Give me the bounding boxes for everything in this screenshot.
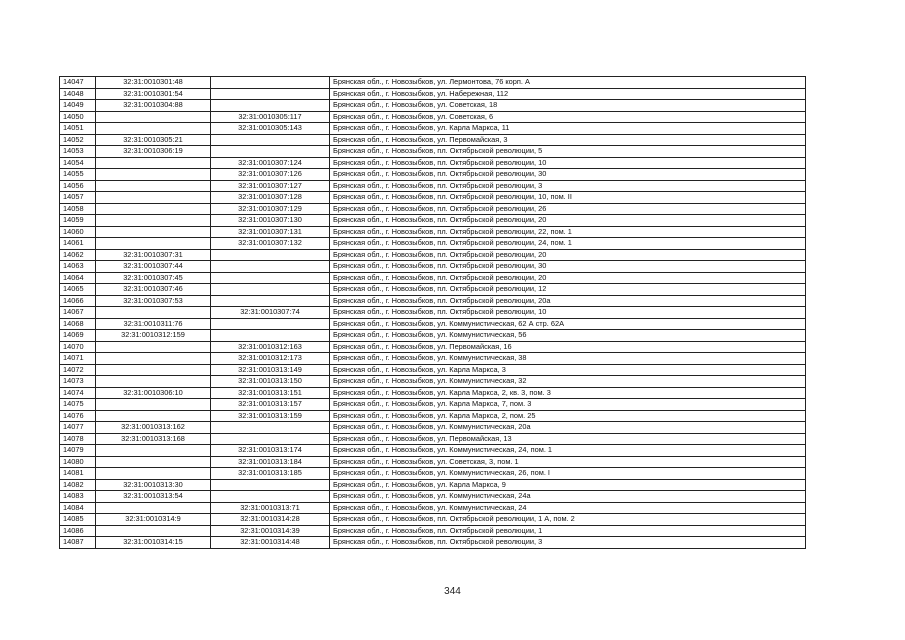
cadastral-number-2-cell: 32:31:0010307:74: [211, 307, 330, 319]
cadastral-number-2-cell: [211, 77, 330, 89]
table-row: [60, 422, 806, 434]
row-number-cell: 14074: [60, 387, 96, 399]
cadastral-number-cell: [96, 445, 211, 457]
row-number-cell: 14055: [60, 169, 96, 181]
cadastral-number-2-cell: 32:31:0010312:173: [211, 353, 330, 365]
row-number-cell: 14059: [60, 215, 96, 227]
cadastral-number-2-cell: [211, 284, 330, 296]
row-number-cell: 14083: [60, 491, 96, 503]
row-number-cell: 14086: [60, 525, 96, 537]
address-cell: Брянская обл., г. Новозыбков, пл. Октябрьской революции, 26: [330, 203, 806, 215]
row-number-cell: 14077: [60, 422, 96, 434]
cadastral-number-2-cell: [211, 433, 330, 445]
row-number-cell: 14067: [60, 307, 96, 319]
cadastral-number-2-cell: [211, 318, 330, 330]
table-row: [60, 445, 806, 457]
row-number-cell: 14085: [60, 514, 96, 526]
cadastral-number-2-cell: 32:31:0010314:28: [211, 514, 330, 526]
address-cell: Брянская обл., г. Новозыбков, пл. Октябрьской революции, 5: [330, 146, 806, 158]
table-row: [60, 364, 806, 376]
row-number-cell: 14050: [60, 111, 96, 123]
cadastral-number-cell: 32:31:0010313:30: [96, 479, 211, 491]
table-row: [60, 88, 806, 100]
cadastral-number-2-cell: [211, 330, 330, 342]
address-cell: Брянская обл., г. Новозыбков, ул. Коммунистическая, 24а: [330, 491, 806, 503]
cadastral-number-2-cell: 32:31:0010313:149: [211, 364, 330, 376]
row-number-cell: 14079: [60, 445, 96, 457]
table-row: [60, 192, 806, 204]
row-number-cell: 14076: [60, 410, 96, 422]
row-number-cell: 14080: [60, 456, 96, 468]
table-row: [60, 169, 806, 181]
row-number-cell: 14072: [60, 364, 96, 376]
address-cell: Брянская обл., г. Новозыбков, ул. Карла Маркса, 2, кв. 3, пом. 3: [330, 387, 806, 399]
cadastral-number-2-cell: [211, 146, 330, 158]
address-cell: Брянская обл., г. Новозыбков, пл. Октябрьской революции, 3: [330, 180, 806, 192]
table-row: [60, 100, 806, 112]
cadastral-number-2-cell: 32:31:0010307:128: [211, 192, 330, 204]
cadastral-number-cell: [96, 364, 211, 376]
cadastral-number-cell: 32:31:0010307:46: [96, 284, 211, 296]
cadastral-number-cell: 32:31:0010313:162: [96, 422, 211, 434]
table-row: [60, 537, 806, 549]
address-cell: Брянская обл., г. Новозыбков, ул. Карла Маркса, 9: [330, 479, 806, 491]
cadastral-number-cell: 32:31:0010313:54: [96, 491, 211, 503]
address-cell: Брянская обл., г. Новозыбков, ул. Советская, 6: [330, 111, 806, 123]
table-row: [60, 410, 806, 422]
cadastral-number-2-cell: [211, 100, 330, 112]
register-table-body: [60, 77, 806, 549]
cadastral-number-cell: [96, 341, 211, 353]
row-number-cell: 14048: [60, 88, 96, 100]
cadastral-number-cell: 32:31:0010311:76: [96, 318, 211, 330]
address-cell: Брянская обл., г. Новозыбков, ул. Коммунистическая, 38: [330, 353, 806, 365]
cadastral-number-cell: [96, 180, 211, 192]
cadastral-number-cell: [96, 376, 211, 388]
row-number-cell: 14066: [60, 295, 96, 307]
cadastral-number-cell: 32:31:0010301:54: [96, 88, 211, 100]
cadastral-number-2-cell: 32:31:0010313:185: [211, 468, 330, 480]
cadastral-number-cell: [96, 238, 211, 250]
address-cell: Брянская обл., г. Новозыбков, ул. Коммунистическая, 24: [330, 502, 806, 514]
cadastral-number-2-cell: 32:31:0010313:184: [211, 456, 330, 468]
cadastral-number-cell: [96, 307, 211, 319]
address-cell: Брянская обл., г. Новозыбков, пл. Октябрьской революции, 3: [330, 537, 806, 549]
address-cell: Брянская обл., г. Новозыбков, ул. Коммунистическая, 24, пом. 1: [330, 445, 806, 457]
row-number-cell: 14058: [60, 203, 96, 215]
address-cell: Брянская обл., г. Новозыбков, пл. Октябрьской революции, 10, пом. II: [330, 192, 806, 204]
cadastral-number-cell: [96, 169, 211, 181]
table-row: [60, 111, 806, 123]
cadastral-number-cell: 32:31:0010306:19: [96, 146, 211, 158]
table-row: [60, 502, 806, 514]
address-cell: Брянская обл., г. Новозыбков, ул. Коммунистическая, 62 А стр. 62А: [330, 318, 806, 330]
table-row: [60, 376, 806, 388]
address-cell: Брянская обл., г. Новозыбков, пл. Октябрьской революции, 20а: [330, 295, 806, 307]
address-cell: Брянская обл., г. Новозыбков, пл. Октябрьской революции, 22, пом. 1: [330, 226, 806, 238]
cadastral-number-2-cell: [211, 295, 330, 307]
table-row: [60, 399, 806, 411]
row-number-cell: 14073: [60, 376, 96, 388]
cadastral-number-cell: 32:31:0010307:45: [96, 272, 211, 284]
table-row: [60, 433, 806, 445]
cadastral-number-2-cell: 32:31:0010313:174: [211, 445, 330, 457]
cadastral-number-2-cell: [211, 479, 330, 491]
address-cell: Брянская обл., г. Новозыбков, ул. Первомайская, 3: [330, 134, 806, 146]
cadastral-number-cell: 32:31:0010305:21: [96, 134, 211, 146]
row-number-cell: 14057: [60, 192, 96, 204]
row-number-cell: 14075: [60, 399, 96, 411]
cadastral-number-cell: 32:31:0010307:44: [96, 261, 211, 273]
address-cell: Брянская обл., г. Новозыбков, пл. Октябрьской революции, 20: [330, 249, 806, 261]
table-row: [60, 157, 806, 169]
table-row: [60, 203, 806, 215]
address-cell: Брянская обл., г. Новозыбков, пл. Октябрьской революции, 10: [330, 307, 806, 319]
address-cell: Брянская обл., г. Новозыбков, ул. Карла Маркса, 2, пом. 25: [330, 410, 806, 422]
address-cell: Брянская обл., г. Новозыбков, пл. Октябрьской революции, 30: [330, 169, 806, 181]
address-cell: Брянская обл., г. Новозыбков, ул. Первомайская, 16: [330, 341, 806, 353]
address-cell: Брянская обл., г. Новозыбков, ул. Карла Маркса, 11: [330, 123, 806, 135]
table-row: [60, 249, 806, 261]
table-row: [60, 77, 806, 89]
cadastral-number-cell: [96, 157, 211, 169]
row-number-cell: 14078: [60, 433, 96, 445]
cadastral-number-cell: 32:31:0010307:53: [96, 295, 211, 307]
cadastral-number-2-cell: [211, 272, 330, 284]
table-row: [60, 387, 806, 399]
address-cell: Брянская обл., г. Новозыбков, пл. Октябрьской революции, 1: [330, 525, 806, 537]
row-number-cell: 14071: [60, 353, 96, 365]
cadastral-number-2-cell: 32:31:0010312:163: [211, 341, 330, 353]
cadastral-number-2-cell: 32:31:0010307:132: [211, 238, 330, 250]
table-row: [60, 353, 806, 365]
table-row: [60, 146, 806, 158]
cadastral-number-2-cell: 32:31:0010313:157: [211, 399, 330, 411]
cadastral-number-cell: [96, 192, 211, 204]
cadastral-number-2-cell: 32:31:0010307:130: [211, 215, 330, 227]
cadastral-number-2-cell: [211, 422, 330, 434]
table-row: [60, 215, 806, 227]
cadastral-number-2-cell: 32:31:0010313:150: [211, 376, 330, 388]
address-cell: Брянская обл., г. Новозыбков, ул. Карла Маркса, 3: [330, 364, 806, 376]
cadastral-number-2-cell: 32:31:0010307:131: [211, 226, 330, 238]
row-number-cell: 14081: [60, 468, 96, 480]
cadastral-number-2-cell: 32:31:0010314:39: [211, 525, 330, 537]
address-cell: Брянская обл., г. Новозыбков, ул. Набережная, 112: [330, 88, 806, 100]
row-number-cell: 14070: [60, 341, 96, 353]
cadastral-number-2-cell: 32:31:0010313:159: [211, 410, 330, 422]
cadastral-number-cell: 32:31:0010312:159: [96, 330, 211, 342]
table-row: [60, 514, 806, 526]
cadastral-number-2-cell: 32:31:0010307:124: [211, 157, 330, 169]
table-row: [60, 272, 806, 284]
cadastral-number-cell: [96, 226, 211, 238]
row-number-cell: 14065: [60, 284, 96, 296]
row-number-cell: 14087: [60, 537, 96, 549]
table-row: [60, 180, 806, 192]
row-number-cell: 14064: [60, 272, 96, 284]
cadastral-number-2-cell: 32:31:0010307:129: [211, 203, 330, 215]
address-cell: Брянская обл., г. Новозыбков, ул. Лермонтова, 76 корп. А: [330, 77, 806, 89]
cadastral-number-cell: 32:31:0010314:15: [96, 537, 211, 549]
cadastral-number-cell: 32:31:0010307:31: [96, 249, 211, 261]
table-row: [60, 525, 806, 537]
row-number-cell: 14053: [60, 146, 96, 158]
cadastral-number-2-cell: 32:31:0010305:143: [211, 123, 330, 135]
row-number-cell: 14052: [60, 134, 96, 146]
table-row: [60, 479, 806, 491]
cadastral-number-cell: 32:31:0010313:168: [96, 433, 211, 445]
cadastral-number-2-cell: [211, 134, 330, 146]
address-cell: Брянская обл., г. Новозыбков, пл. Октябрьской революции, 1 А, пом. 2: [330, 514, 806, 526]
cadastral-number-2-cell: 32:31:0010313:151: [211, 387, 330, 399]
row-number-cell: 14051: [60, 123, 96, 135]
cadastral-number-cell: [96, 456, 211, 468]
row-number-cell: 14060: [60, 226, 96, 238]
cadastral-number-2-cell: 32:31:0010314:48: [211, 537, 330, 549]
cadastral-number-2-cell: 32:31:0010307:126: [211, 169, 330, 181]
address-cell: Брянская обл., г. Новозыбков, ул. Первомайская, 13: [330, 433, 806, 445]
cadastral-number-2-cell: [211, 491, 330, 503]
address-cell: Брянская обл., г. Новозыбков, ул. Карла Маркса, 7, пом. 3: [330, 399, 806, 411]
table-row: [60, 238, 806, 250]
address-cell: Брянская обл., г. Новозыбков, ул. Советская, 3, пом. 1: [330, 456, 806, 468]
cadastral-number-cell: 32:31:0010314:9: [96, 514, 211, 526]
cadastral-number-2-cell: [211, 88, 330, 100]
table-row: [60, 456, 806, 468]
table-row: [60, 123, 806, 135]
address-cell: Брянская обл., г. Новозыбков, пл. Октябрьской революции, 12: [330, 284, 806, 296]
table-row: [60, 330, 806, 342]
address-cell: Брянская обл., г. Новозыбков, ул. Советская, 18: [330, 100, 806, 112]
cadastral-number-2-cell: 32:31:0010305:117: [211, 111, 330, 123]
cadastral-number-2-cell: [211, 261, 330, 273]
row-number-cell: 14082: [60, 479, 96, 491]
cadastral-number-cell: [96, 215, 211, 227]
row-number-cell: 14056: [60, 180, 96, 192]
property-register-table: [59, 76, 806, 549]
cadastral-number-cell: [96, 353, 211, 365]
address-cell: Брянская обл., г. Новозыбков, пл. Октябрьской революции, 20: [330, 272, 806, 284]
address-cell: Брянская обл., г. Новозыбков, ул. Коммунистическая, 20а: [330, 422, 806, 434]
table-row: [60, 284, 806, 296]
table-row: [60, 261, 806, 273]
cadastral-number-cell: [96, 399, 211, 411]
address-cell: Брянская обл., г. Новозыбков, ул. Коммунистическая, 26, пом. I: [330, 468, 806, 480]
row-number-cell: 14069: [60, 330, 96, 342]
address-cell: Брянская обл., г. Новозыбков, ул. Коммунистическая, 32: [330, 376, 806, 388]
row-number-cell: 14063: [60, 261, 96, 273]
cadastral-number-cell: [96, 502, 211, 514]
table-row: [60, 295, 806, 307]
table-row: [60, 318, 806, 330]
address-cell: Брянская обл., г. Новозыбков, пл. Октябрьской революции, 24, пом. 1: [330, 238, 806, 250]
address-cell: Брянская обл., г. Новозыбков, ул. Коммунистическая, 56: [330, 330, 806, 342]
cadastral-number-cell: 32:31:0010306:10: [96, 387, 211, 399]
table-row: [60, 134, 806, 146]
cadastral-number-cell: 32:31:0010304:88: [96, 100, 211, 112]
table-row: [60, 468, 806, 480]
address-cell: Брянская обл., г. Новозыбков, пл. Октябрьской революции, 30: [330, 261, 806, 273]
cadastral-number-cell: [96, 468, 211, 480]
table-row: [60, 341, 806, 353]
cadastral-number-2-cell: 32:31:0010313:71: [211, 502, 330, 514]
row-number-cell: 14068: [60, 318, 96, 330]
table-row: [60, 307, 806, 319]
row-number-cell: 14047: [60, 77, 96, 89]
cadastral-number-cell: 32:31:0010301:48: [96, 77, 211, 89]
page-number: 344: [444, 586, 461, 597]
cadastral-number-2-cell: [211, 249, 330, 261]
row-number-cell: 14061: [60, 238, 96, 250]
cadastral-number-cell: [96, 525, 211, 537]
table-row: [60, 491, 806, 503]
cadastral-number-cell: [96, 123, 211, 135]
row-number-cell: 14054: [60, 157, 96, 169]
cadastral-number-cell: [96, 111, 211, 123]
cadastral-number-cell: [96, 410, 211, 422]
row-number-cell: 14062: [60, 249, 96, 261]
address-cell: Брянская обл., г. Новозыбков, пл. Октябрьской революции, 20: [330, 215, 806, 227]
address-cell: Брянская обл., г. Новозыбков, пл. Октябрьской революции, 10: [330, 157, 806, 169]
cadastral-number-cell: [96, 203, 211, 215]
cadastral-number-2-cell: 32:31:0010307:127: [211, 180, 330, 192]
row-number-cell: 14084: [60, 502, 96, 514]
row-number-cell: 14049: [60, 100, 96, 112]
table-row: [60, 226, 806, 238]
